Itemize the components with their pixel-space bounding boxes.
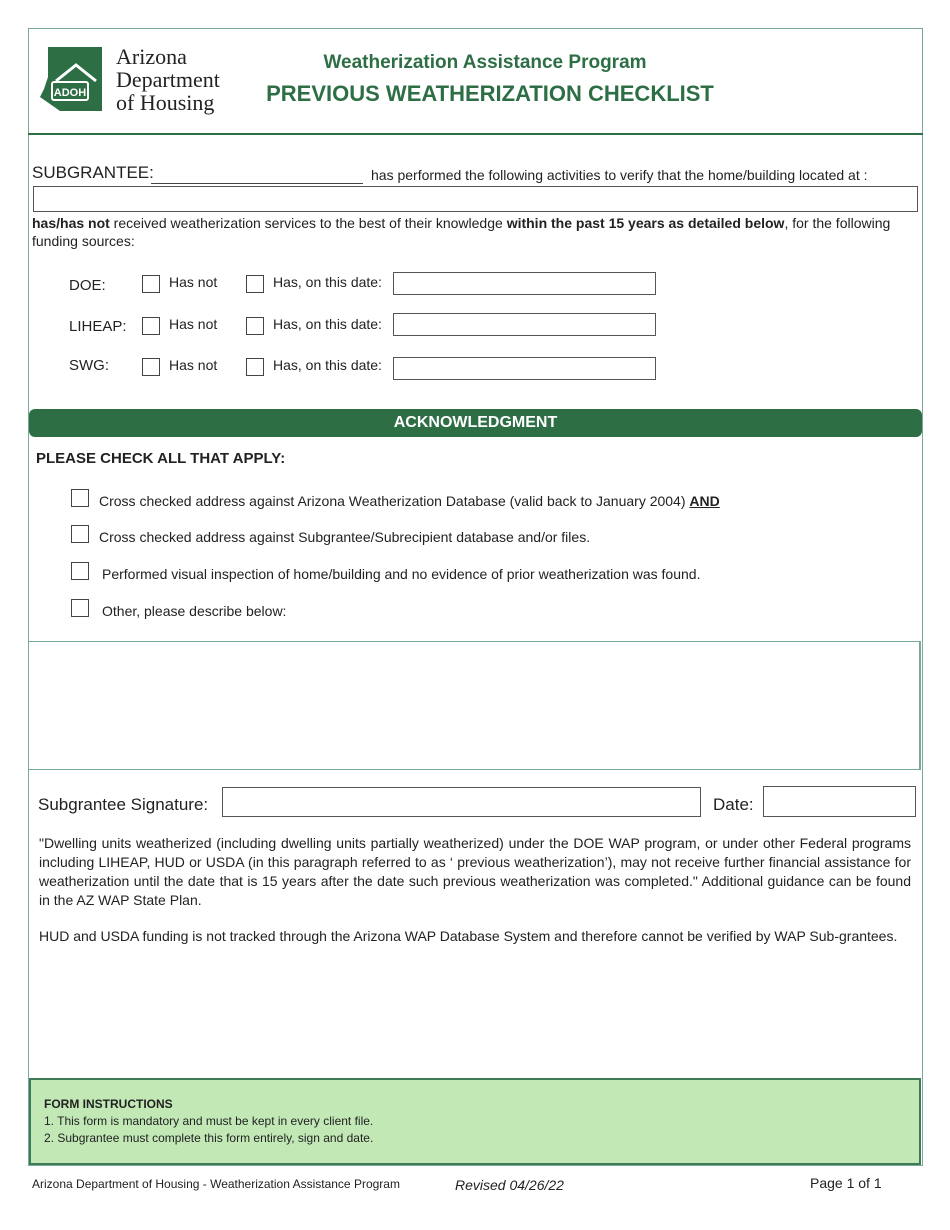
has-not-checkbox[interactable] — [142, 317, 160, 335]
adoh-logo-icon — [40, 47, 104, 113]
footer-org: Arizona Department of Housing - Weatherization Assistance Program — [32, 1177, 400, 1191]
logo-line: Arizona — [116, 44, 187, 69]
date-input[interactable] — [393, 313, 656, 336]
date-input[interactable] — [393, 357, 656, 380]
note-paragraph: "Dwelling units weatherized (including dwelling units partially weatherized) under the DOE WAP program, or under other Federal programs including LIHEAP, HUD or USDA (in this paragraph referred to as ‘ previous weatherization’), may not receive further financial assistance for weatherization until the date that is 15 years after the date such previous weatherization was completed." Additional guidance can be found in the AZ WAP State Plan. — [39, 835, 911, 908]
subgrantee-input[interactable] — [151, 183, 363, 184]
instructions-title: FORM INSTRUCTIONS — [44, 1097, 173, 1111]
funding-label: SWG: — [69, 357, 109, 374]
has-not-checkbox[interactable] — [142, 358, 160, 376]
ack-checkbox[interactable] — [71, 525, 89, 543]
has-not-label: Has not — [169, 274, 218, 290]
has-not-label: Has not — [169, 357, 218, 373]
funding-label: LIHEAP: — [69, 318, 127, 335]
has-not-checkbox[interactable] — [142, 275, 160, 293]
statement: has/has not received weatherization services to the best of their knowledge within the past 15 years as detailed below, for the following funding sources: — [32, 215, 891, 249]
has-on-date-label: Has, on this date: — [273, 274, 382, 290]
footer-revised: Revised 04/26/22 — [455, 1177, 564, 1193]
logo-line: Department — [116, 67, 220, 92]
program-name: Weatherization Assistance Program — [323, 52, 647, 73]
ack-checkbox[interactable] — [71, 562, 89, 580]
has-on-date-checkbox[interactable] — [246, 358, 264, 376]
date-label: Date: — [713, 795, 754, 814]
ack-label: Cross checked address against Arizona Weatherization Database (valid back to January 2004) AND — [99, 493, 720, 509]
address-input[interactable] — [33, 186, 918, 212]
instruction-item: 2. Subgrantee must complete this form entirely, sign and date. — [44, 1131, 374, 1145]
signature-label: Subgrantee Signature: — [38, 795, 209, 814]
ack-checkbox[interactable] — [71, 599, 89, 617]
acknowledgment-header: ACKNOWLEDGMENT — [29, 409, 922, 437]
svg-text:ADOH: ADOH — [53, 87, 87, 99]
other-description-textarea[interactable] — [28, 641, 921, 770]
page-title: PREVIOUS WEATHERIZATION CHECKLIST — [266, 81, 714, 106]
note-paragraph: HUD and USDA funding is not tracked through the Arizona WAP Database System and therefore cannot be verified by WAP Sub-grantees. — [39, 928, 898, 944]
signature-input[interactable] — [222, 787, 701, 817]
has-on-date-checkbox[interactable] — [246, 317, 264, 335]
ack-label: Other, please describe below: — [102, 603, 287, 619]
subgrantee-label: SUBGRANTEE: — [32, 163, 154, 182]
subgrantee-text: has performed the following activities to verify that the home/building located at : — [371, 167, 868, 183]
check-all-instruction: PLEASE CHECK ALL THAT APPLY: — [36, 450, 286, 467]
footer-page: Page 1 of 1 — [810, 1175, 882, 1191]
ack-label: Cross checked address against Subgrantee/Subrecipient database and/or files. — [99, 529, 591, 545]
has-on-date-label: Has, on this date: — [273, 357, 382, 373]
instruction-item: 1. This form is mandatory and must be kept in every client file. — [44, 1114, 374, 1128]
ack-label: Performed visual inspection of home/building and no evidence of prior weatherization was found. — [102, 566, 701, 582]
header-divider — [28, 133, 923, 135]
has-not-label: Has not — [169, 316, 218, 332]
funding-label: DOE: — [69, 277, 106, 294]
form-instructions — [29, 1078, 921, 1165]
logo-line: of Housing — [116, 90, 215, 115]
date-input[interactable] — [393, 272, 656, 295]
has-on-date-label: Has, on this date: — [273, 316, 382, 332]
ack-checkbox[interactable] — [71, 489, 89, 507]
has-on-date-checkbox[interactable] — [246, 275, 264, 293]
signature-date-input[interactable] — [763, 786, 916, 817]
